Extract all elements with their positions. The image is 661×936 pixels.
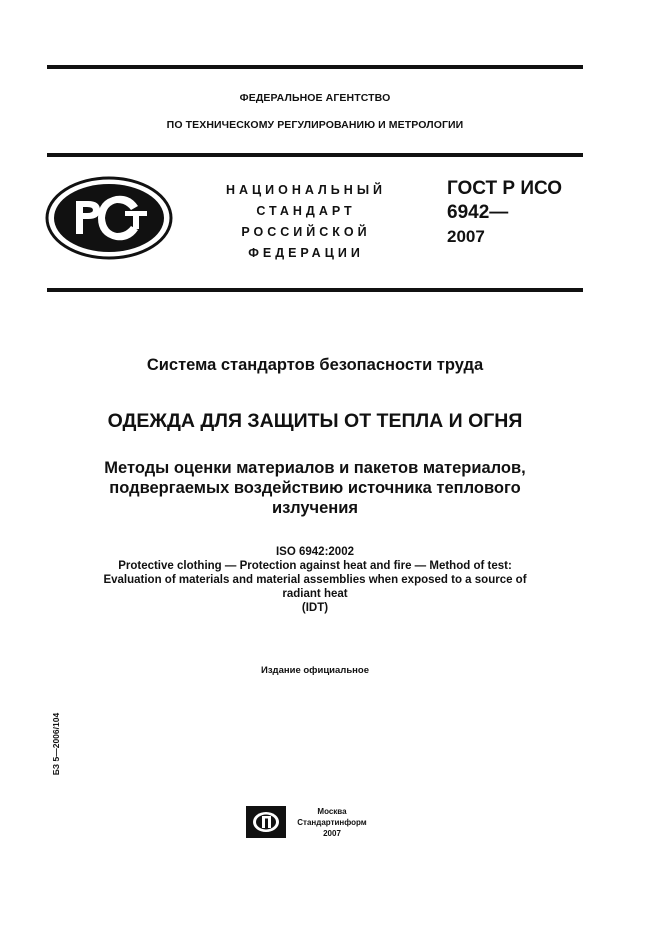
subtitle-line: подвергаемых воздействию источника теплового	[109, 479, 521, 497]
publisher-year: 2007	[323, 829, 341, 838]
designation-line-2: 6942—	[447, 202, 509, 223]
top-rule	[47, 65, 583, 69]
agency-name-line-2: ПО ТЕХНИЧЕСКОМУ РЕГУЛИРОВАНИЮ И МЕТРОЛОГИИ	[166, 119, 464, 131]
system-title: Система стандартов безопасности труда	[146, 356, 484, 374]
subtitle	[47, 458, 583, 518]
national-standard-line: НАЦИОНАЛЬНЫЙ	[225, 183, 387, 197]
identity-marker: (IDT)	[301, 602, 329, 614]
english-title-line: radiant heat	[282, 588, 348, 600]
designation-line-1: ГОСТ Р ИСО	[447, 178, 563, 199]
english-title-line: Protective clothing — Protection against heat and fire — Method of test:	[118, 560, 512, 572]
agency-name-line-1: ФЕДЕРАЛЬНОЕ АГЕНТСТВО	[239, 92, 391, 104]
english-title-line: Evaluation of materials and material assemblies when exposed to a source of	[103, 574, 527, 586]
publisher-name: Стандартинформ	[297, 818, 367, 827]
subtitle-line: излучения	[271, 499, 359, 517]
national-standard-line: ФЕДЕРАЦИИ	[248, 246, 364, 260]
national-standard-line: РОССИЙСКОЙ	[241, 225, 371, 239]
edition-label: Издание официальное	[261, 665, 369, 676]
lower-divider-rule	[47, 288, 583, 292]
national-standard-line: СТАНДАРТ	[256, 204, 356, 218]
subtitle-line: Методы оценки материалов и пакетов материалов,	[104, 459, 526, 477]
english-title-block	[47, 545, 583, 615]
rst-certification-mark-icon	[45, 176, 173, 260]
iso-number: ISO 6942:2002	[275, 546, 354, 558]
side-code: БЗ 5—2006/104	[51, 712, 61, 776]
national-standard-label	[200, 180, 412, 264]
publisher-info	[294, 806, 370, 839]
main-title: ОДЕЖДА ДЛЯ ЗАЩИТЫ ОТ ТЕПЛА И ОГНЯ	[107, 410, 523, 432]
standartinform-logo-icon	[246, 806, 286, 838]
publisher-city: Москва	[317, 807, 347, 816]
upper-divider-rule	[47, 153, 583, 157]
standard-designation	[447, 177, 597, 249]
designation-line-3: 2007	[447, 227, 485, 246]
